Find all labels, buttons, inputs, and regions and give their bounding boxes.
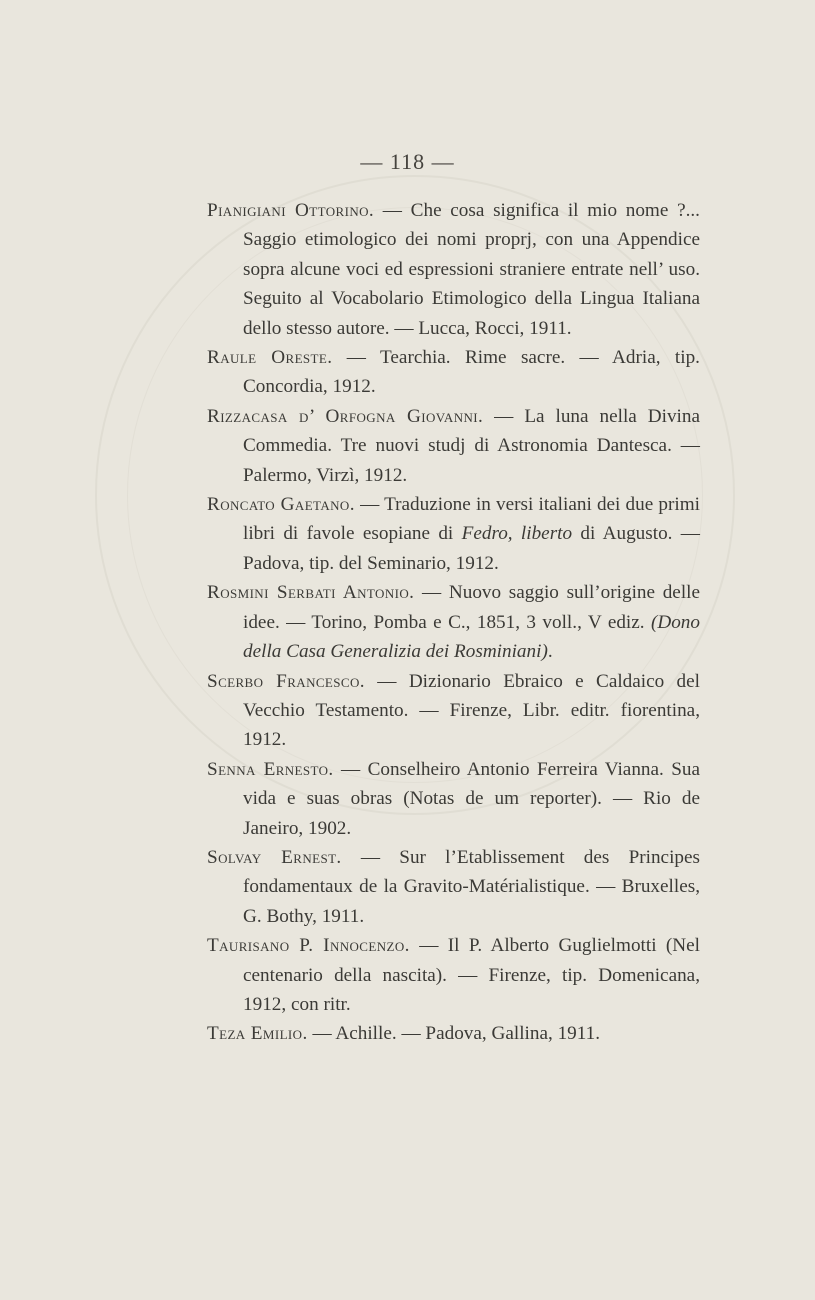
entry-author: Roncato Gaetano. bbox=[207, 494, 355, 516]
entry-text: — La luna nella Divina Commedia. Tre nuovi studj di Astronomia Dantesca. — Palermo, Virzì, 1912. bbox=[243, 405, 700, 486]
entry-text: — Tearchia. Rime sacre. — Adria, tip. Concordia, 1912. bbox=[243, 347, 700, 398]
entry-author: Rosmini Serbati Antonio. bbox=[207, 582, 415, 604]
entry-text: — Nuovo saggio sull’origine delle idee. — Torino, Pomba e C., 1851, 3 voll., V ediz. bbox=[243, 582, 701, 633]
entry-text: — Sur l’Etablissement des Principes fondamentaux de la Gravito-Matérialistique. — Bruxelles, G. Bothy, 1911. bbox=[243, 846, 700, 927]
entry-text: — Achille. — Padova, Gallina, 1911. bbox=[307, 1023, 601, 1045]
entry-italic-text: (Dono della Casa Generalizia dei Rosminiani) bbox=[243, 611, 700, 663]
entry-text-after: di Augusto. — Padova, tip. del Seminario, 1912. bbox=[243, 523, 700, 574]
entry-author: Teza Emilio. bbox=[207, 1023, 308, 1045]
bibliography-entry bbox=[207, 667, 700, 755]
entry-text: — Conselheiro Antonio Ferreira Vianna. Sua vida e suas obras (Notas de um reporter). — Rio de Janeiro, 1902. bbox=[243, 758, 701, 839]
bibliography-entry bbox=[207, 843, 700, 931]
entry-text-after: . bbox=[547, 641, 553, 663]
entry-author: Solvay Ernest. bbox=[207, 846, 342, 868]
entry-text: — Il P. Alberto Guglielmotti (Nel centenario della nascita). — Firenze, tip. Domenicana, 1912, con ritr. bbox=[243, 935, 700, 1015]
bibliography-entry bbox=[207, 490, 700, 578]
page-number: — 118 — bbox=[360, 149, 455, 174]
entry-text: — Traduzione in versi italiani dei due primi libri di favole esopiane di bbox=[243, 494, 701, 545]
entry-text: — Che cosa significa il mio nome ?... Saggio etimologico dei nomi proprj, con una Appendice sopra alcune voci ed espressioni straniere entrate nell’ uso. Seguito al Vocabolario Etimologico della Lingua Italiana dello stesso autore. — Lucca, Rocci, 1911. bbox=[243, 200, 700, 339]
entry-author: Raule Oreste. bbox=[207, 347, 333, 369]
bibliography-entry bbox=[207, 578, 700, 666]
bibliography-entry bbox=[207, 755, 700, 843]
bibliography-entry bbox=[207, 931, 700, 1019]
bibliography-entry bbox=[207, 402, 700, 490]
bibliography-entry bbox=[207, 1019, 700, 1048]
entry-author: Rizzacasa d’ Orfogna Giovanni. bbox=[207, 405, 484, 427]
entry-author: Taurisano P. Innocenzo. bbox=[207, 935, 410, 957]
bibliography-entry bbox=[207, 343, 700, 402]
entry-text: — Dizionario Ebraico e Caldaico del Vecchio Testamento. — Firenze, Libr. editr. fiorentina, 1912. bbox=[243, 670, 700, 751]
entry-italic-text: Fedro, liberto bbox=[461, 523, 573, 545]
bibliography-list bbox=[207, 196, 700, 1049]
entry-author: Senna Ernesto. bbox=[207, 758, 334, 780]
entry-author: Pianigiani Ottorino. bbox=[207, 200, 375, 221]
entry-author: Scerbo Francesco. bbox=[207, 670, 365, 692]
bibliography-entry bbox=[207, 196, 700, 343]
